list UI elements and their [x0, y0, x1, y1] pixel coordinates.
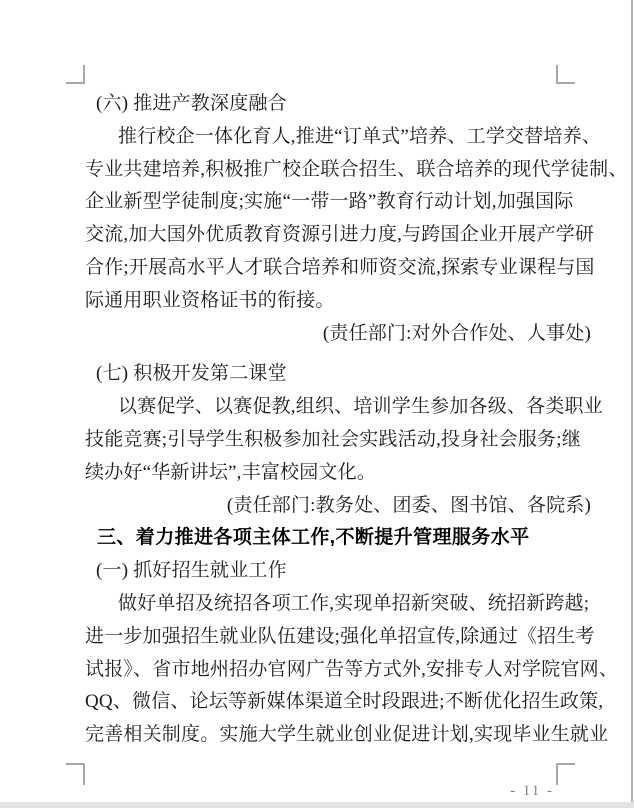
crop-mark-bottom-left-icon — [66, 763, 85, 785]
chapter-heading-3: 三、着力推进各项主体工作,不断提升管理服务水平 — [97, 527, 530, 549]
crop-mark-bottom-right-icon — [556, 763, 575, 785]
paragraph-line: 试报》、省市地州招办官网广告等方式外,安排专人对学院官网、 — [85, 658, 619, 680]
paragraph-line: 续办好“华新讲坛”,丰富校园文化。 — [85, 461, 377, 483]
paragraph-line: QQ、微信、论坛等新媒体渠道全时段跟进;不断优化招生政策, — [85, 691, 604, 713]
paragraph-line: 合作;开展高水平人才联合培养和师资交流,探索专业课程与国 — [85, 256, 595, 278]
paragraph-line: 专业共建培养,积极推广校企联合招生、联合培养的现代学徒制、 — [85, 158, 628, 180]
paragraph-line: 际通用职业资格证书的衔接。 — [85, 289, 335, 311]
responsibility-line: (责任部门:对外合作处、人事处) — [322, 322, 591, 344]
paragraph-line: 技能竞赛;引导学生积极参加社会实践活动,投身社会服务;继 — [85, 428, 581, 450]
paragraph-line: 交流,加大国外优质教育资源引进力度,与跨国企业开展产学研 — [85, 224, 595, 246]
horizontal-scrollbar-track[interactable] — [0, 802, 634, 808]
paragraph-line: 做好单招及统招各项工作,实现单招新突破、统招新跨越; — [118, 592, 590, 614]
responsibility-line: (责任部门:教务处、团委、图书馆、各院系) — [226, 494, 591, 516]
section-heading-1: (一) 抓好招生就业工作 — [96, 560, 287, 582]
page-number: - 11 - — [510, 783, 554, 799]
document-text-block — [85, 88, 628, 752]
section-heading-6: (六) 推进产教深度融合 — [96, 93, 287, 114]
paragraph-line: 以赛促学、以赛促教,组织、培训学生参加各级、各类职业 — [118, 396, 603, 418]
paragraph-line: 完善相关制度。实施大学生就业创业促进计划,实现毕业生就业 — [85, 724, 609, 746]
paragraph-line: 进一步加强招生就业队伍建设;强化单招宣传,除通过《招生考 — [85, 625, 595, 647]
section-heading-7: (七) 积极开发第二课堂 — [96, 363, 287, 385]
crop-mark-top-right-icon — [556, 65, 575, 84]
paragraph-line: 企业新型学徒制度;实施“一带一路”教育行动计划,加强国际 — [85, 191, 574, 213]
page-right-edge-line — [631, 0, 633, 802]
paragraph-line: 推行校企一体化育人,推进“订单式”培养、工学交替培养、 — [118, 125, 602, 147]
crop-mark-top-left-icon — [66, 65, 85, 84]
